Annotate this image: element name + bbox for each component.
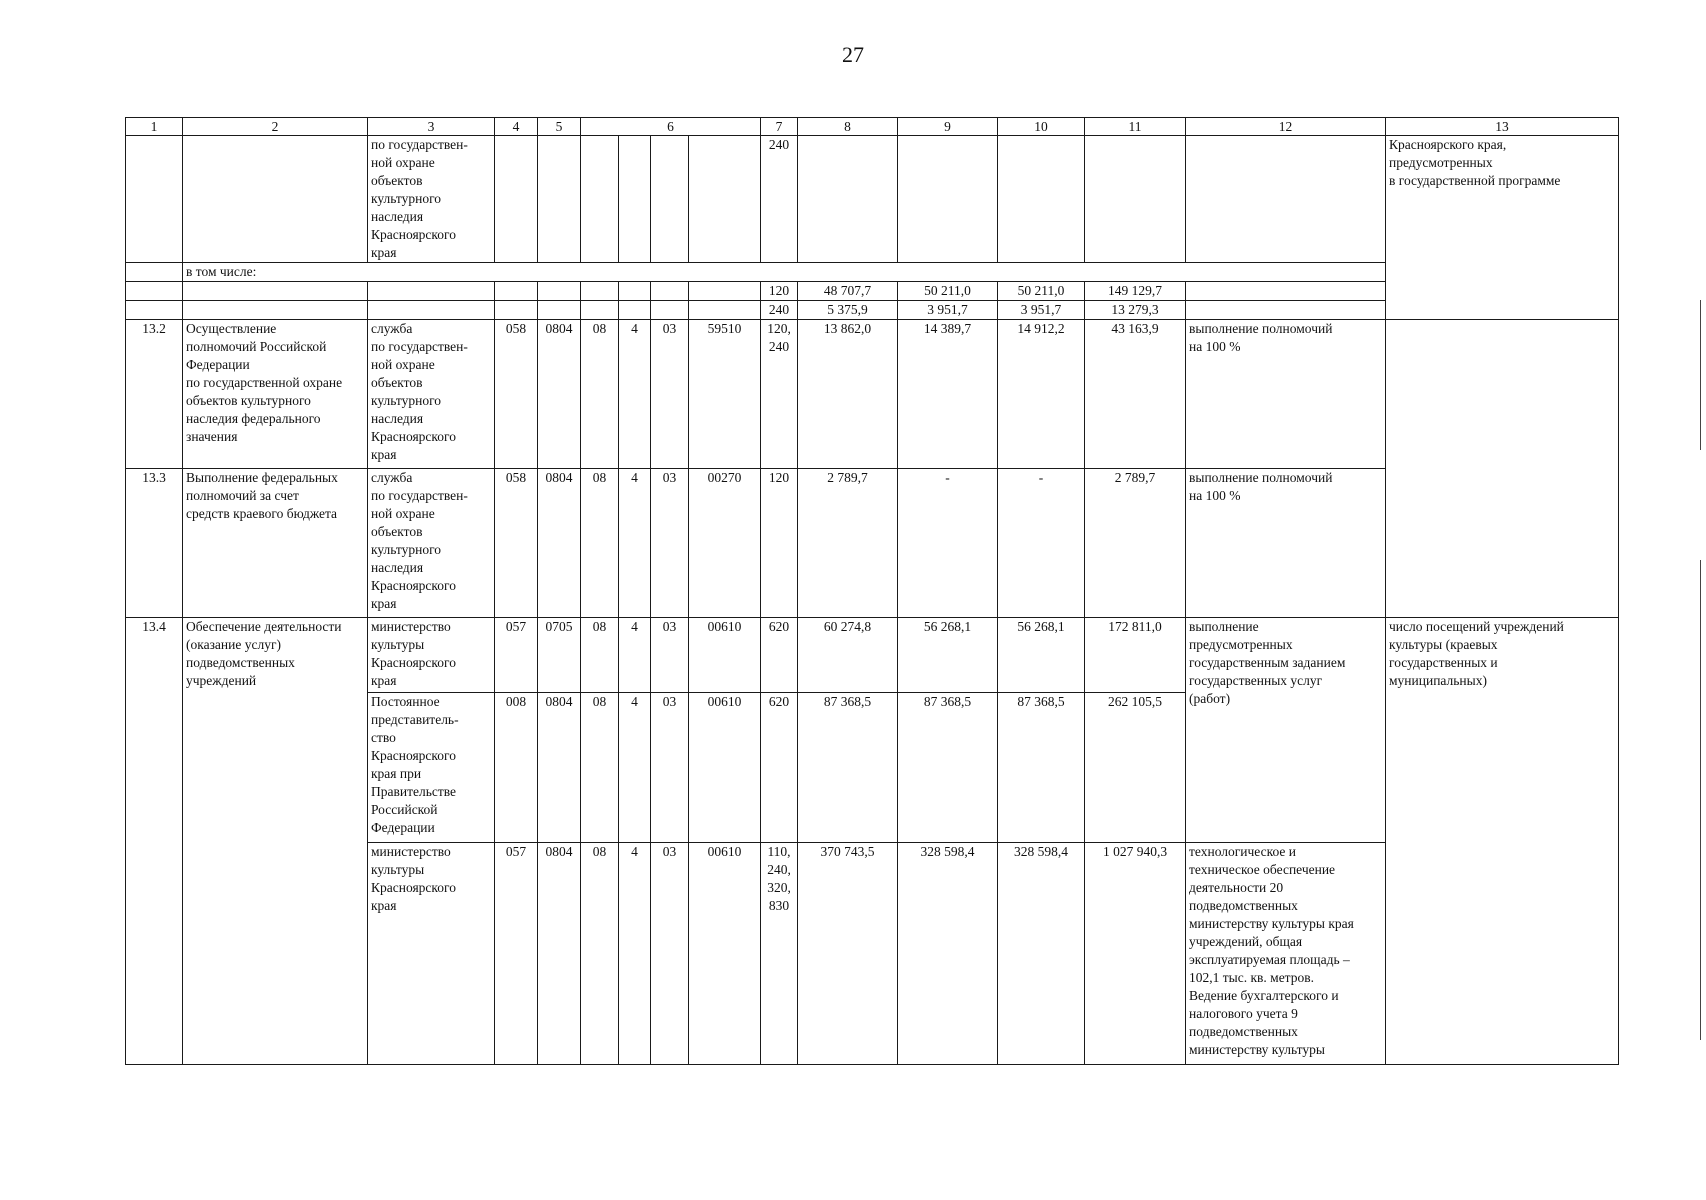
expense-type-cell: 240 bbox=[761, 136, 798, 263]
scan-edge-mark bbox=[1700, 560, 1701, 1040]
total-cell: 1 027 940,3 bbox=[1085, 843, 1186, 1065]
department-cell: Постоянное представитель- ство Красноярского края при Правительстве Российской Федерации bbox=[368, 693, 495, 843]
column-numbers-row bbox=[126, 118, 1619, 136]
expense-type-cell: 120, 240 bbox=[761, 320, 798, 469]
target-code-part: 4 bbox=[619, 320, 651, 469]
amount-cell: 370 743,5 bbox=[798, 843, 898, 1065]
grbs-code: 057 bbox=[495, 618, 538, 693]
amount-cell: 3 951,7 bbox=[998, 301, 1085, 320]
target-code-part: 08 bbox=[581, 843, 619, 1065]
page-number: 27 bbox=[842, 42, 864, 67]
target-code-part: 00610 bbox=[689, 618, 761, 693]
amount-cell: - bbox=[898, 469, 998, 618]
amount-cell: 50 211,0 bbox=[998, 282, 1085, 301]
amount-cell: 13 862,0 bbox=[798, 320, 898, 469]
amount-cell: 328 598,4 bbox=[998, 843, 1085, 1065]
amount-cell: - bbox=[998, 469, 1085, 618]
column-number: 12 bbox=[1186, 118, 1386, 136]
target-code-part: 08 bbox=[581, 469, 619, 618]
table-row bbox=[126, 136, 1619, 263]
target-code-part: 03 bbox=[651, 618, 689, 693]
table-row bbox=[126, 469, 1619, 618]
target-code-part: 4 bbox=[619, 843, 651, 1065]
total-cell: 13 279,3 bbox=[1085, 301, 1186, 320]
including-label: в том числе: bbox=[183, 263, 1386, 282]
target-code-part: 00270 bbox=[689, 469, 761, 618]
activity-name: Осуществление полномочий Российской Федерации по государственной охране объектов культурного наследия федерального значения bbox=[183, 320, 368, 469]
target-code-part: 08 bbox=[581, 693, 619, 843]
amount-cell: 87 368,5 bbox=[998, 693, 1085, 843]
indicator-cell: число посещений учреждений культуры (краевых государственных и муниципальных) bbox=[1386, 618, 1619, 1065]
column-number: 10 bbox=[998, 118, 1085, 136]
department-cell: служба по государствен- ной охране объектов культурного наследия Красноярского края bbox=[368, 320, 495, 469]
target-code-part: 03 bbox=[651, 469, 689, 618]
amount-cell: 50 211,0 bbox=[898, 282, 998, 301]
column-number: 11 bbox=[1085, 118, 1186, 136]
amount-cell: 14 912,2 bbox=[998, 320, 1085, 469]
amount-cell: 56 268,1 bbox=[898, 618, 998, 693]
activity-name: Выполнение федеральных полномочий за счет средств краевого бюджета bbox=[183, 469, 368, 618]
amount-cell: 48 707,7 bbox=[798, 282, 898, 301]
column-number: 5 bbox=[538, 118, 581, 136]
column-number: 6 bbox=[581, 118, 761, 136]
section-code: 0705 bbox=[538, 618, 581, 693]
target-code-part: 08 bbox=[581, 320, 619, 469]
grbs-code: 057 bbox=[495, 843, 538, 1065]
grbs-code: 058 bbox=[495, 320, 538, 469]
target-code-part: 00610 bbox=[689, 693, 761, 843]
target-code-part: 4 bbox=[619, 693, 651, 843]
column-number: 3 bbox=[368, 118, 495, 136]
column-number: 13 bbox=[1386, 118, 1619, 136]
grbs-code: 058 bbox=[495, 469, 538, 618]
amount-cell: 2 789,7 bbox=[798, 469, 898, 618]
expense-type-cell: 120 bbox=[761, 469, 798, 618]
amount-cell: 14 389,7 bbox=[898, 320, 998, 469]
total-cell: 172 811,0 bbox=[1085, 618, 1186, 693]
activity-name: Обеспечение деятельности (оказание услуг) подведомственных учреждений bbox=[183, 618, 368, 1065]
scan-edge-mark bbox=[1700, 300, 1701, 450]
expected-result: выполнение предусмотренных государственным заданием государственных услуг (работ) bbox=[1186, 618, 1386, 843]
column-number: 7 bbox=[761, 118, 798, 136]
expected-result: выполнение полномочий на 100 % bbox=[1186, 469, 1386, 618]
total-cell: 149 129,7 bbox=[1085, 282, 1186, 301]
amount-cell: 87 368,5 bbox=[798, 693, 898, 843]
target-code-part: 03 bbox=[651, 693, 689, 843]
column-number: 1 bbox=[126, 118, 183, 136]
column-number: 8 bbox=[798, 118, 898, 136]
expense-type-cell: 620 bbox=[761, 693, 798, 843]
table-row bbox=[126, 320, 1619, 469]
row-number: 13.2 bbox=[126, 320, 183, 469]
section-code: 0804 bbox=[538, 469, 581, 618]
expected-result: выполнение полномочий на 100 % bbox=[1186, 320, 1386, 469]
column-number: 4 bbox=[495, 118, 538, 136]
expense-type-cell: 120 bbox=[761, 282, 798, 301]
target-code-part: 4 bbox=[619, 618, 651, 693]
target-code-part: 4 bbox=[619, 469, 651, 618]
target-code-part: 08 bbox=[581, 618, 619, 693]
department-cell: служба по государствен- ной охране объектов культурного наследия Красноярского края bbox=[368, 469, 495, 618]
column-number: 2 bbox=[183, 118, 368, 136]
total-cell: 2 789,7 bbox=[1085, 469, 1186, 618]
indicator-cell: Красноярского края, предусмотренных в государственной программе bbox=[1386, 136, 1619, 320]
target-code-part: 03 bbox=[651, 320, 689, 469]
amount-cell: 87 368,5 bbox=[898, 693, 998, 843]
amount-cell: 60 274,8 bbox=[798, 618, 898, 693]
amount-cell: 3 951,7 bbox=[898, 301, 998, 320]
amount-cell: 5 375,9 bbox=[798, 301, 898, 320]
expense-type-cell: 110, 240, 320, 830 bbox=[761, 843, 798, 1065]
row-number: 13.3 bbox=[126, 469, 183, 618]
program-activities-table bbox=[125, 117, 1619, 1065]
section-code: 0804 bbox=[538, 693, 581, 843]
row-number: 13.4 bbox=[126, 618, 183, 1065]
department-cell: по государствен- ной охране объектов культурного наследия Красноярского края bbox=[368, 136, 495, 263]
target-code-part: 00610 bbox=[689, 843, 761, 1065]
amount-cell: 328 598,4 bbox=[898, 843, 998, 1065]
total-cell: 43 163,9 bbox=[1085, 320, 1186, 469]
target-code-part: 59510 bbox=[689, 320, 761, 469]
expense-type-cell: 240 bbox=[761, 301, 798, 320]
total-cell: 262 105,5 bbox=[1085, 693, 1186, 843]
department-cell: министерство культуры Красноярского края bbox=[368, 843, 495, 1065]
grbs-code: 008 bbox=[495, 693, 538, 843]
target-code-part: 03 bbox=[651, 843, 689, 1065]
amount-cell: 56 268,1 bbox=[998, 618, 1085, 693]
table-row bbox=[126, 618, 1619, 693]
section-code: 0804 bbox=[538, 320, 581, 469]
expected-result: технологическое и техническое обеспечение деятельности 20 подведомственных министерству культуры края учреждений, общая эксплуатируемая площадь – 102,1 тыс. кв. метров. Ведение бухгалтерского и налогового учета 9 подведомственных министерству культуры bbox=[1186, 843, 1386, 1065]
expense-type-cell: 620 bbox=[761, 618, 798, 693]
column-number: 9 bbox=[898, 118, 998, 136]
department-cell: министерство культуры Красноярского края bbox=[368, 618, 495, 693]
section-code: 0804 bbox=[538, 843, 581, 1065]
